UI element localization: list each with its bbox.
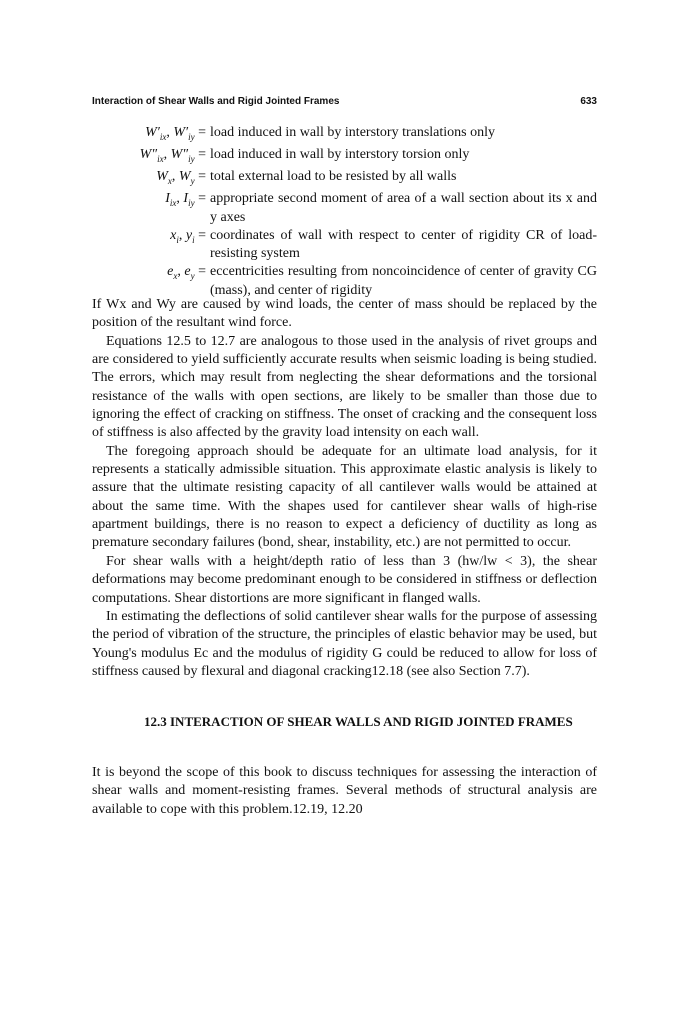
definition-text: load induced in wall by interstory torsion only bbox=[210, 147, 470, 163]
definition-symbol: $W_x$, $W_y$ = bbox=[156, 169, 206, 186]
definition-text: total external load to be resisted by all walls bbox=[210, 169, 457, 185]
section-number: 12.3 bbox=[144, 714, 167, 729]
paragraph: The foregoing approach should be adequate for an ultimate load analysis, for it represents a statically admissible situation. This approximate elastic analysis is likely to assure that the ultimate resisting capacity of all cantilever walls would be attained at about the same time. With the shapes used for cantilever shear walls of high-rise apartment buildings, there is no reason to expect a deficiency of ductility as long as premature secondary failures (bond, shear, instability, etc.) are not permitted to occur. bbox=[92, 443, 597, 551]
symbol-definitions bbox=[92, 124, 597, 300]
definition-item bbox=[92, 190, 597, 227]
definition-text: appropriate second moment of area of a wall section about its x and y axes bbox=[210, 191, 597, 225]
definition-item bbox=[92, 146, 597, 168]
body-text bbox=[92, 296, 597, 681]
paragraph: It is beyond the scope of this book to discuss techniques for assessing the interaction of shear walls and moment-resisting frames. Several methods of structural analysis are available to cope with this problem.12.19, 12.20 bbox=[92, 765, 597, 817]
section-heading bbox=[144, 712, 584, 731]
running-title: Interaction of Shear Walls and Rigid Jointed Frames bbox=[92, 96, 340, 107]
paragraph: For shear walls with a height/depth ratio of less than 3 (hw/lw < 3), the shear deformations may become predominant enough to be considered in stiffness or deflection computations. Shear distortions are more significant in flanged walls. bbox=[92, 553, 597, 606]
page-number: 633 bbox=[580, 96, 597, 107]
definition-item bbox=[92, 168, 597, 190]
paragraph: Equations 12.5 to 12.7 are analogous to those used in the analysis of rivet groups and are considered to yield sufficiently accurate results when seismic loading is being studied. The errors, which may result from neglecting the shear deformations and the torsional resistance of the walls with open sections, are likely to be smaller than those due to ignoring the effect of cracking on stiffness. The onset of cracking and the consequent loss of stiffness is also affected by the gravity load intensity on each wall. bbox=[92, 333, 597, 441]
definition-item bbox=[92, 227, 597, 264]
definition-item bbox=[92, 124, 597, 146]
paragraph: In estimating the deflections of solid cantilever shear walls for the purpose of assessing the period of vibration of the structure, the principles of elastic behavior may be used, but Young's modulus Ec and the modulus of rigidity G could be reduced to allow for loss of stiffness caused by flexural and diagonal cracking12.18 (see also Section 7.7). bbox=[92, 608, 597, 679]
definition-symbol: $W'_{ix}$, $W'_{iy}$ = bbox=[145, 125, 206, 142]
section-title: INTERACTION OF SHEAR WALLS AND RIGID JOINTED FRAMES bbox=[170, 714, 573, 729]
definition-symbol: $x_i$, $y_i$ = bbox=[170, 227, 206, 245]
paragraph: If Wx and Wy are caused by wind loads, the center of mass should be replaced by the position of the resultant wind force. bbox=[92, 297, 597, 331]
definition-item bbox=[92, 263, 597, 300]
definition-symbol: $I_{ix}$, $I_{iy}$ = bbox=[165, 191, 206, 209]
section-body bbox=[92, 764, 597, 819]
definition-text: eccentricities resulting from noncoincidence of center of gravity CG (mass), and center of rigidity bbox=[210, 264, 597, 298]
definition-text: load induced in wall by interstory translations only bbox=[210, 125, 496, 140]
definition-text: coordinates of wall with respect to center of rigidity CR of load-resisting system bbox=[210, 227, 597, 262]
definition-symbol: $W''_{ix}$, $W''_{iy}$ = bbox=[139, 147, 206, 164]
definition-symbol: $e_x$, $e_y$ = bbox=[167, 264, 206, 282]
